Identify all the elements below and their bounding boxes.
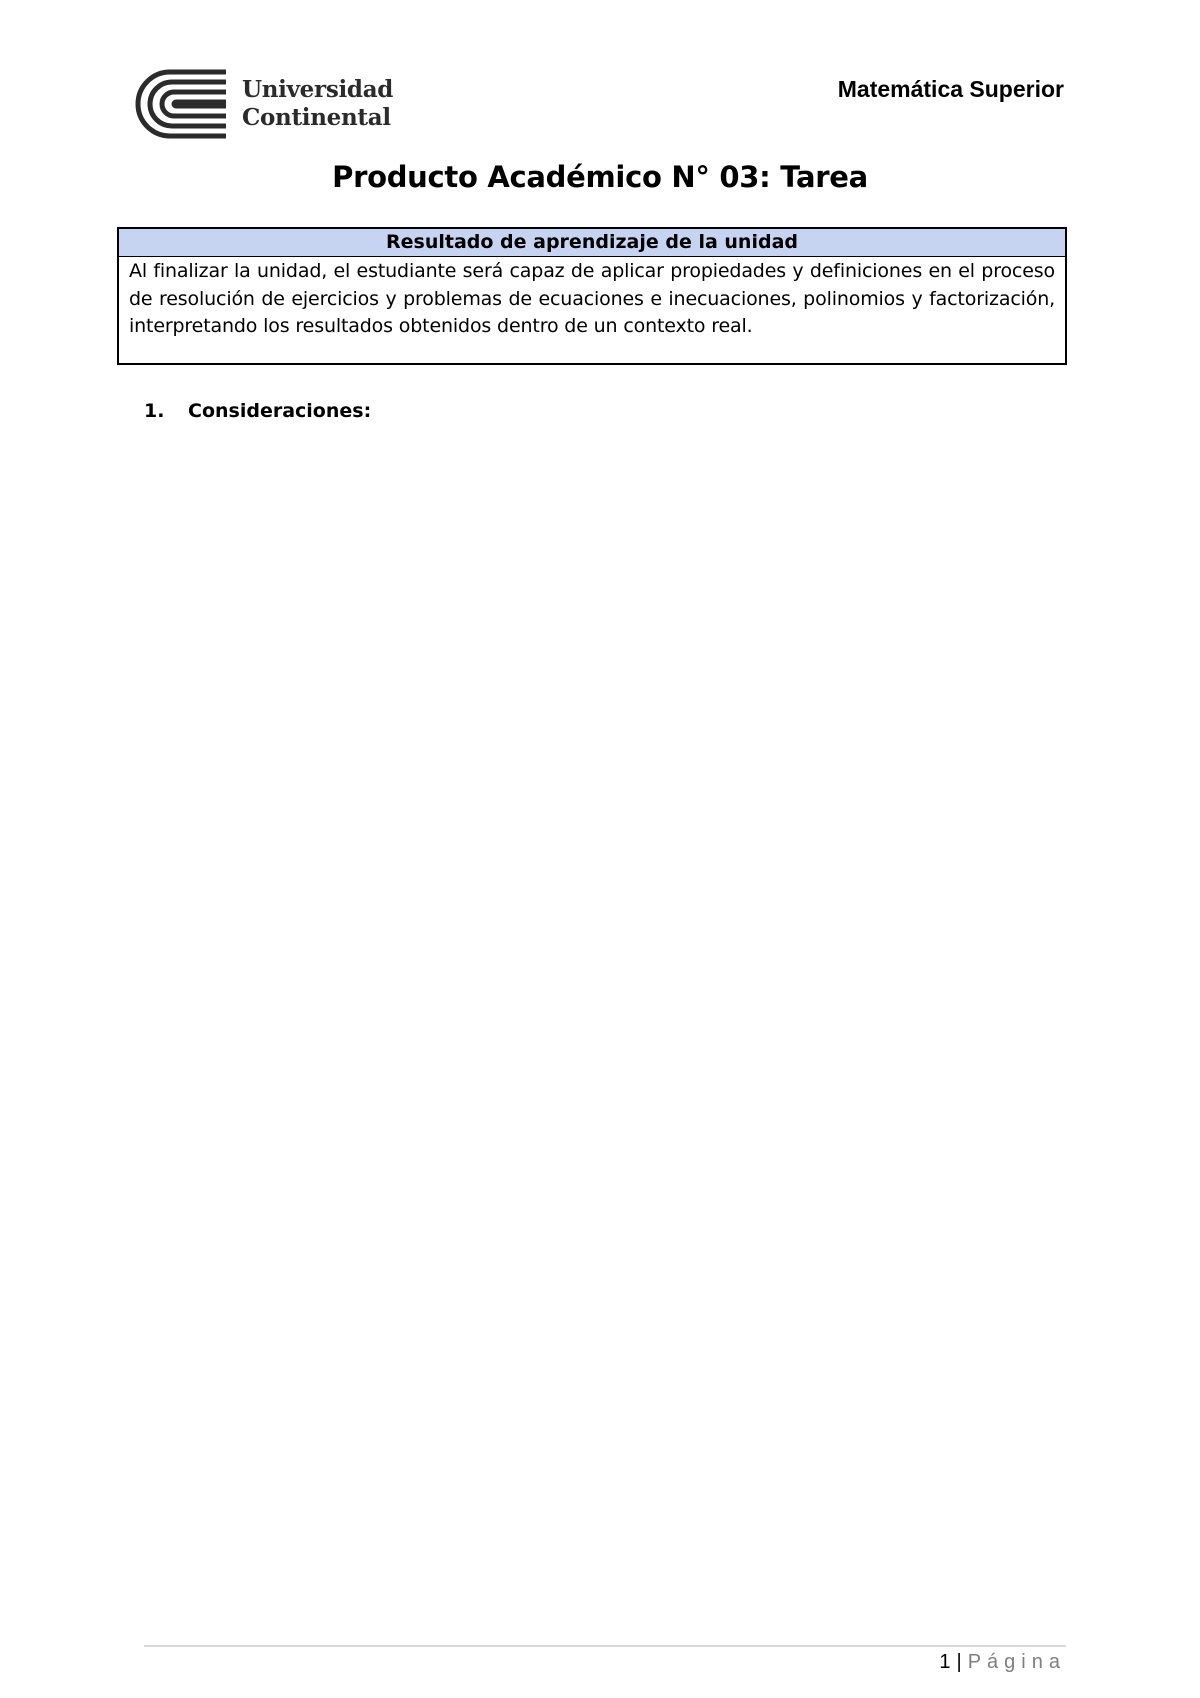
section-number: 1. xyxy=(144,400,165,422)
learning-outcome-heading: Resultado de aprendizaje de la unidad xyxy=(119,229,1065,257)
page-footer xyxy=(939,1651,1066,1674)
course-title: Matemática Superior xyxy=(837,76,1064,102)
page-number: 1 xyxy=(939,1651,951,1673)
university-logo xyxy=(134,68,394,140)
learning-outcome-table xyxy=(117,227,1067,365)
section-heading xyxy=(144,400,371,422)
section-title: Consideraciones: xyxy=(188,400,372,422)
footer-separator: | xyxy=(956,1651,962,1673)
logo-line-2: Continental xyxy=(242,104,391,131)
learning-outcome-text: Al finalizar la unidad, el estudiante será capaz de aplicar propiedades y definiciones en el proceso de resolución de ejercicios y problemas de ecuaciones e inecuaciones, polinomios y factorización, interpretando los resultados obtenidos dentro de un contexto real. xyxy=(129,260,1055,337)
page-label: Página xyxy=(967,1651,1066,1673)
university-emblem-icon xyxy=(134,68,230,140)
document-title: Producto Académico N° 03: Tarea xyxy=(332,160,868,194)
footer-divider xyxy=(144,1645,1066,1647)
logo-line-1: Universidad xyxy=(242,76,394,103)
university-name xyxy=(242,76,393,132)
